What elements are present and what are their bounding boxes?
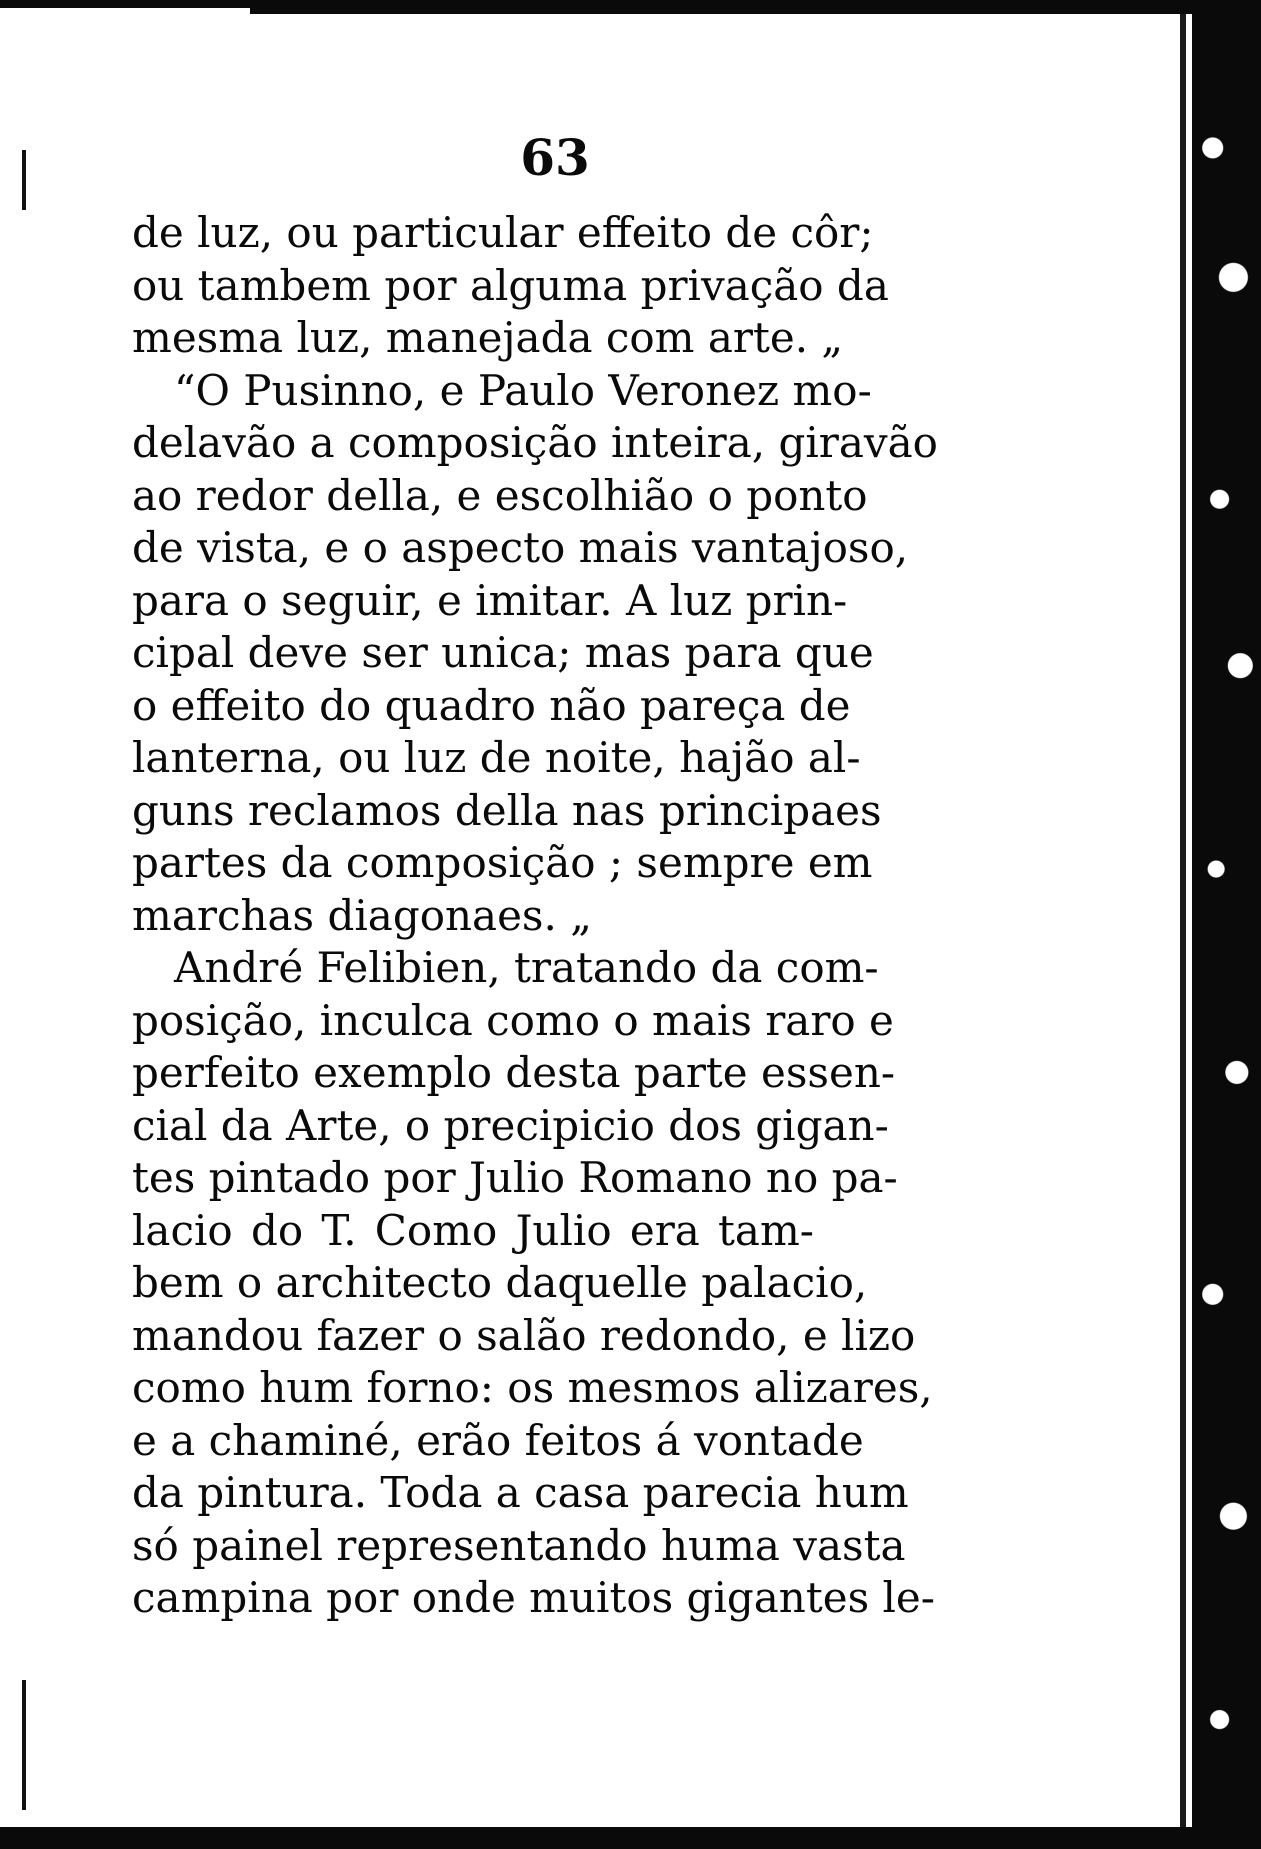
scan-left-mark [22,150,26,210]
text-line: como hum forno: os mesmos alizares, [132,1363,933,1412]
text-line: cipal deve ser unica; mas para que [132,628,874,677]
scan-left-mark-lower [22,1680,26,1810]
text-line: de vista, e o aspecto mais vantajoso, [132,523,909,572]
text-line: lanterna, ou luz de noite, hajão al- [132,733,861,782]
scan-top-notch [0,8,250,18]
text-line: perfeito exemplo desta parte essen- [132,1048,896,1097]
text-line: de luz, ou particular effeito de côr; [132,208,874,257]
text-line: marchas diagonaes. „ [132,890,592,940]
page-number: 63 [520,128,590,187]
text-line: lacio do T. Como Julio era tam- [132,1205,814,1255]
text-line: delavão a composição inteira, giravão [132,418,938,467]
text-line: mandou fazer o salão redondo, e lizo [132,1310,916,1360]
text-line: mesma luz, manejada com arte. „ [132,313,844,362]
text-line: André Felibien, tratando da com- [174,943,879,992]
text-line: ou tambem por alguma privação da [132,260,889,310]
text-line: “O Pusinno, e Paulo Veronez mo- [174,365,872,415]
text-line: só painel representando huma vasta [132,1520,906,1570]
text-line: posição, inculca como o mais raro e [132,995,894,1045]
text-line: e a chaminé, erão feitos á vontade [132,1415,864,1465]
scan-bottom-border [0,1827,1261,1849]
text-line: bem o architecto daquelle palacio, [132,1258,868,1307]
text-line: o effeito do quadro não pareça de [132,680,851,730]
text-line: cial da Arte, o precipicio dos gigan- [132,1100,889,1150]
text-line: para o seguir, e imitar. A luz prin- [132,575,848,625]
body-text [132,207,938,1625]
text-line: campina por onde muitos gigantes le- [132,1573,935,1622]
scan-right-border [1192,0,1261,1849]
scan-right-inner-rule [1180,14,1186,1827]
text-line: guns reclamos della nas principaes [132,785,882,835]
text-line: partes da composição ; sempre em [132,838,873,887]
text-line: tes pintado por Julio Romano no pa- [132,1153,898,1202]
text-line: da pintura. Toda a casa parecia hum [132,1468,909,1517]
text-line: ao redor della, e escolhião o ponto [132,470,868,520]
